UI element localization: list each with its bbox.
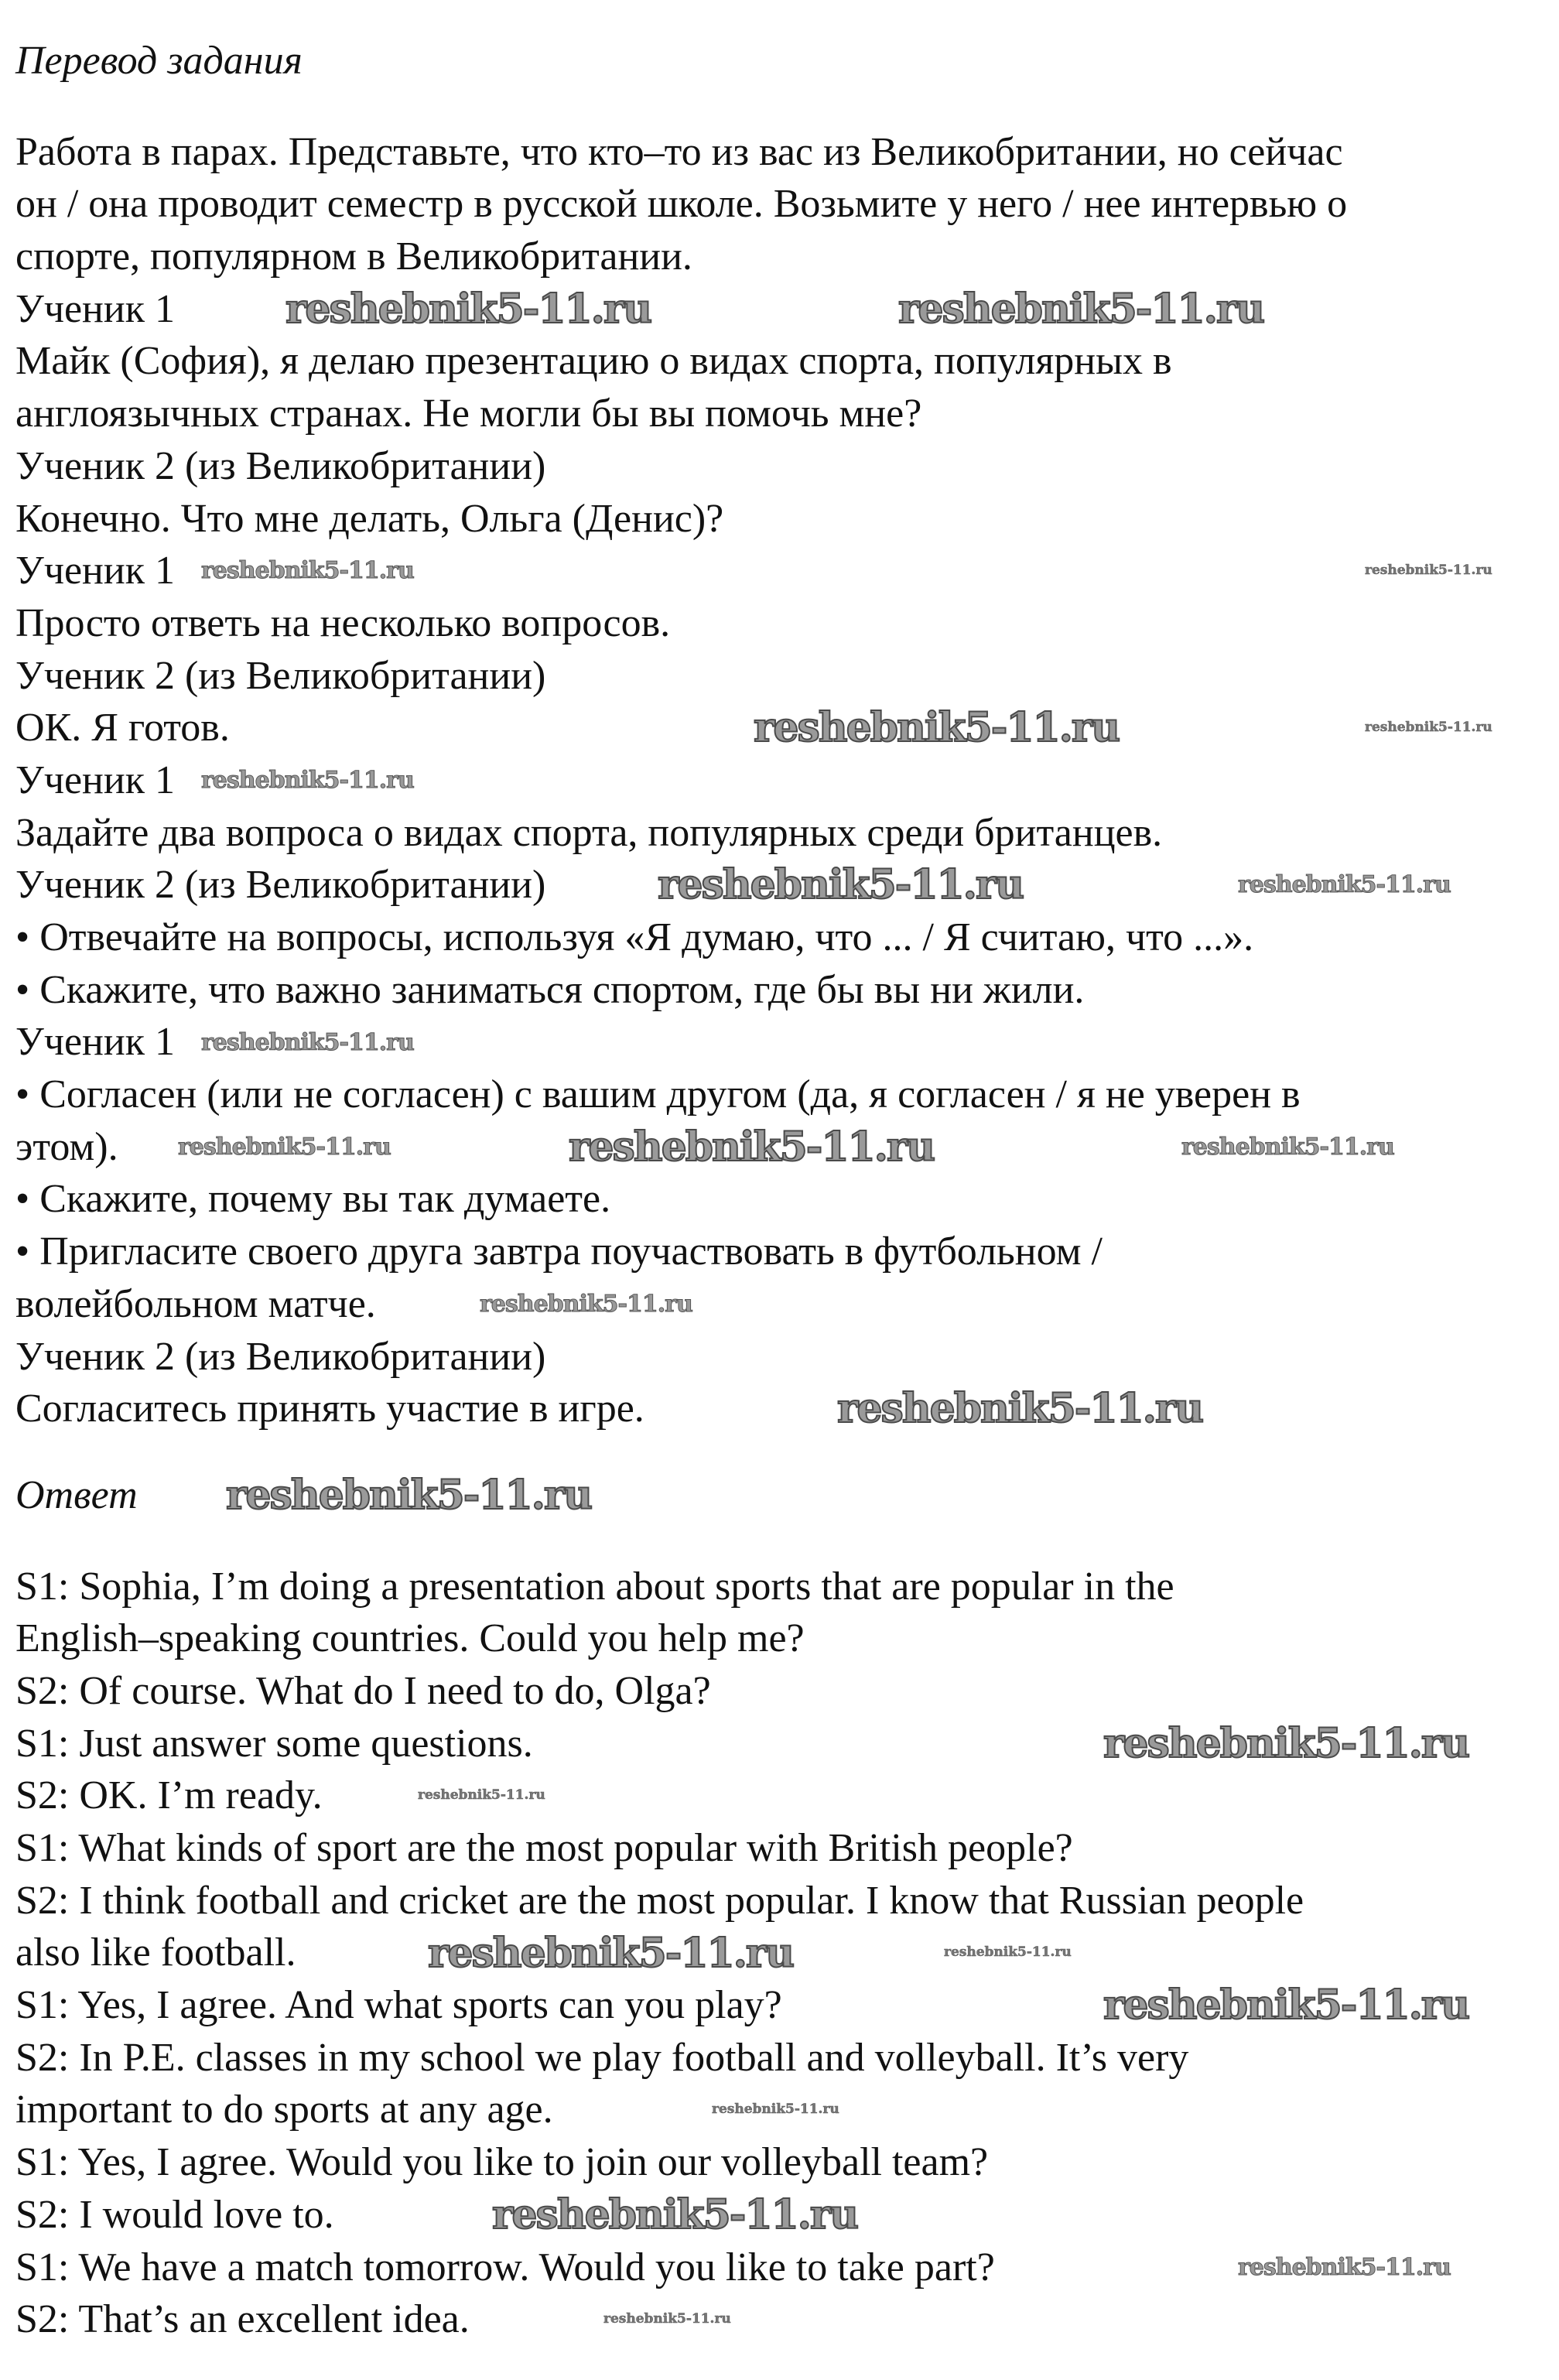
speaker-label: Ученик 2 (из Великобритании)	[15, 863, 546, 908]
text-line: Задайте два вопроса о видах спорта, популярных среди британцев.	[15, 810, 1163, 855]
dialogue-line: S1: Sophia, I’m doing a presentation about sports that are popular in the	[15, 1564, 1174, 1609]
watermark: reshebnik5-11.ru	[418, 1787, 545, 1803]
bullet-line: • Пригласите своего друга завтра поучаствовать в футбольном /	[15, 1229, 1103, 1274]
watermark: reshebnik5-11.ru	[201, 1029, 414, 1056]
watermark: reshebnik5-11.ru	[201, 767, 414, 794]
watermark: reshebnik5-11.ru	[754, 704, 1120, 751]
text-line: Работа в парах. Представьте, что кто–то из вас из Великобритании, но сейчас	[15, 129, 1343, 174]
dialogue-line: S2: I would love to.	[15, 2192, 334, 2237]
speaker-label: Ученик 2 (из Великобритании)	[15, 1334, 546, 1379]
watermark: reshebnik5-11.ru	[1238, 871, 1451, 898]
watermark: reshebnik5-11.ru	[226, 1472, 592, 1519]
speaker-label: Ученик 1	[15, 757, 175, 802]
dialogue-line: S2: That’s an excellent idea.	[15, 2297, 470, 2342]
watermark: reshebnik5-11.ru	[1238, 2254, 1451, 2281]
watermark: reshebnik5-11.ru	[569, 1123, 935, 1171]
text-line: Просто ответь на несколько вопросов.	[15, 600, 671, 645]
dialogue-line: S2: In P.E. classes in my school we play football and volleyball. It’s very	[15, 2035, 1189, 2080]
watermark: reshebnik5-11.ru	[1365, 563, 1492, 578]
bullet-line: • Скажите, что важно заниматься спортом, где бы вы ни жили.	[15, 967, 1085, 1012]
watermark: reshebnik5-11.ru	[1365, 720, 1492, 735]
watermark: reshebnik5-11.ru	[837, 1385, 1203, 1432]
dialogue-line: S1: Just answer some questions.	[15, 1721, 533, 1766]
watermark: reshebnik5-11.ru	[492, 2191, 858, 2238]
text-line: он / она проводит семестр в русской школе. Возьмите у него / нее интервью о	[15, 182, 1348, 227]
bullet-line: • Отвечайте на вопросы, используя «Я думаю, что ... / Я считаю, что ...».	[15, 915, 1254, 959]
text-line: ОК. Я готов.	[15, 706, 230, 751]
watermark: reshebnik5-11.ru	[944, 1944, 1072, 1960]
dialogue-line: S1: Yes, I agree. And what sports can you play?	[15, 1983, 782, 2028]
watermark: reshebnik5-11.ru	[1103, 1982, 1469, 2029]
text-line: Майк (София), я делаю презентацию о видах спорта, популярных в	[15, 339, 1172, 384]
text-line: Конечно. Что мне делать, Ольга (Денис)?	[15, 496, 724, 541]
dialogue-line: English–speaking countries. Could you help me?	[15, 1616, 805, 1661]
bullet-line: • Согласен (или не согласен) с вашим другом (да, я согласен / я не уверен в	[15, 1072, 1301, 1117]
text-line: этом).	[15, 1124, 118, 1169]
dialogue-line: S1: Yes, I agree. Would you like to join our volleyball team?	[15, 2140, 989, 2185]
bullet-line: • Скажите, почему вы так думаете.	[15, 1177, 611, 1222]
watermark: reshebnik5-11.ru	[1181, 1134, 1394, 1161]
dialogue-line: S2: Of course. What do I need to do, Olga?	[15, 1668, 711, 1713]
speaker-label: Ученик 2 (из Великобритании)	[15, 443, 546, 488]
watermark: reshebnik5-11.ru	[603, 2311, 731, 2327]
text-line: волейбольном матче.	[15, 1281, 376, 1326]
dialogue-line: also like football.	[15, 1930, 296, 1975]
watermark: reshebnik5-11.ru	[178, 1134, 391, 1161]
dialogue-line: S2: OK. I’m ready.	[15, 1773, 323, 1818]
watermark: reshebnik5-11.ru	[712, 2101, 839, 2117]
speaker-label: Ученик 1	[15, 549, 175, 593]
text-line: англоязычных странах. Не могли бы вы помочь мне?	[15, 392, 922, 436]
watermark: reshebnik5-11.ru	[898, 286, 1264, 333]
speaker-label: Ученик 2 (из Великобритании)	[15, 653, 546, 698]
watermark: reshebnik5-11.ru	[285, 286, 651, 333]
watermark: reshebnik5-11.ru	[480, 1291, 692, 1318]
dialogue-line: S1: What kinds of sport are the most popular with British people?	[15, 1826, 1073, 1870]
text-line: Согласитесь принять участие в игре.	[15, 1387, 644, 1431]
watermark: reshebnik5-11.ru	[201, 557, 414, 584]
answer-heading: Ответ	[15, 1472, 138, 1517]
speaker-label: Ученик 1	[15, 1020, 175, 1065]
watermark: reshebnik5-11.ru	[1103, 1720, 1469, 1767]
text-line: спорте, популярном в Великобритании.	[15, 234, 692, 279]
watermark: reshebnik5-11.ru	[658, 861, 1024, 908]
translation-heading: Перевод задания	[15, 39, 303, 83]
dialogue-line: important to do sports at any age.	[15, 2088, 553, 2132]
dialogue-line: S1: We have a match tomorrow. Would you like to take part?	[15, 2245, 995, 2289]
watermark: reshebnik5-11.ru	[428, 1930, 794, 1977]
speaker-label: Ученик 1	[15, 286, 175, 331]
dialogue-line: S2: I think football and cricket are the most popular. I know that Russian people	[15, 1878, 1304, 1923]
